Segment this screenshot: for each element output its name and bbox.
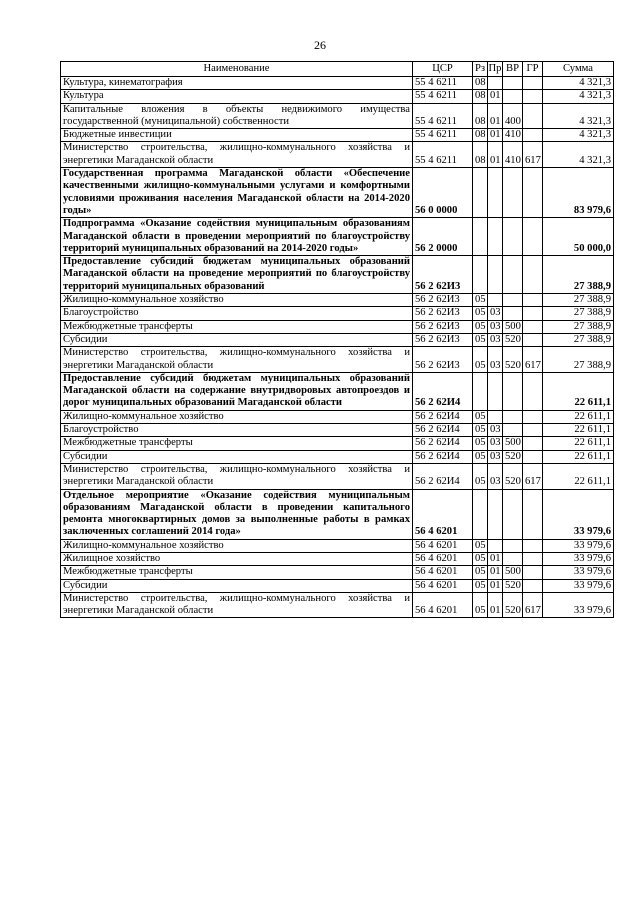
cell-sum: 33 979,6 [543, 566, 614, 579]
cell-pr: 03 [488, 437, 503, 450]
table-row [61, 90, 614, 103]
cell-vr [503, 90, 523, 103]
cell-csr: 56 2 62И4 [413, 424, 473, 437]
cell-pr: 03 [488, 307, 503, 320]
cell-pr: 01 [488, 579, 503, 592]
cell-csr: 55 4 6211 [413, 129, 473, 142]
table-row [61, 256, 614, 294]
cell-vr: 500 [503, 320, 523, 333]
cell-rz [473, 372, 488, 410]
cell-rz: 05 [473, 437, 488, 450]
cell-pr: 01 [488, 552, 503, 565]
cell-csr: 56 4 6201 [413, 489, 473, 539]
cell-gr: 617 [523, 463, 543, 489]
cell-rz: 05 [473, 333, 488, 346]
table-row [61, 539, 614, 552]
cell-gr [523, 424, 543, 437]
cell-vr: 520 [503, 333, 523, 346]
cell-rz: 05 [473, 410, 488, 423]
cell-gr [523, 437, 543, 450]
cell-rz [473, 218, 488, 256]
cell-pr [488, 256, 503, 294]
cell-csr: 56 2 62И3 [413, 320, 473, 333]
table-row [61, 450, 614, 463]
cell-rz: 08 [473, 103, 488, 129]
cell-rz: 05 [473, 320, 488, 333]
cell-name: Капитальные вложения в объекты недвижимого имущества государственной (муниципальной) собственности [61, 103, 413, 129]
cell-sum: 22 611,1 [543, 372, 614, 410]
cell-name: Благоустройство [61, 424, 413, 437]
cell-rz [473, 256, 488, 294]
cell-vr: 520 [503, 450, 523, 463]
cell-vr: 520 [503, 463, 523, 489]
cell-csr: 56 0 0000 [413, 168, 473, 218]
cell-gr [523, 77, 543, 90]
table-row [61, 579, 614, 592]
cell-vr: 400 [503, 103, 523, 129]
table-row [61, 347, 614, 373]
cell-gr: 617 [523, 347, 543, 373]
cell-csr: 56 2 62И3 [413, 294, 473, 307]
cell-sum: 22 611,1 [543, 410, 614, 423]
cell-csr: 56 4 6201 [413, 579, 473, 592]
budget-table [60, 61, 614, 618]
cell-csr: 56 2 62И4 [413, 463, 473, 489]
header-gr: ГР [523, 62, 543, 77]
header-sum: Сумма [543, 62, 614, 77]
cell-pr: 01 [488, 103, 503, 129]
cell-rz: 05 [473, 539, 488, 552]
cell-name: Министерство строительства, жилищно-коммунального хозяйства и энергетики Магаданской области [61, 347, 413, 373]
header-rz: Рз [473, 62, 488, 77]
cell-name: Министерство строительства, жилищно-коммунального хозяйства и энергетики Магаданской области [61, 592, 413, 618]
table-row [61, 333, 614, 346]
cell-name: Подпрограмма «Оказание содействия муниципальным образованиям Магаданской области в проведении мероприятий по благоустройству территорий муниципальных образований на 2014-2020 годы» [61, 218, 413, 256]
cell-name: Бюджетные инвестиции [61, 129, 413, 142]
cell-gr [523, 333, 543, 346]
cell-name: Благоустройство [61, 307, 413, 320]
cell-sum: 33 979,6 [543, 552, 614, 565]
cell-name: Предоставление субсидий бюджетам муниципальных образований Магаданской области на проведение мероприятий по благоустройству территорий муниципальных образований [61, 256, 413, 294]
cell-vr [503, 294, 523, 307]
cell-csr: 56 4 6201 [413, 552, 473, 565]
header-name: Наименование [61, 62, 413, 77]
cell-pr: 03 [488, 450, 503, 463]
cell-name: Субсидии [61, 333, 413, 346]
cell-csr: 56 2 62И4 [413, 437, 473, 450]
cell-vr: 500 [503, 437, 523, 450]
cell-vr: 520 [503, 592, 523, 618]
table-row [61, 372, 614, 410]
cell-csr: 55 4 6211 [413, 142, 473, 168]
cell-name: Министерство строительства, жилищно-коммунального хозяйства и энергетики Магаданской области [61, 463, 413, 489]
cell-name: Культура [61, 90, 413, 103]
cell-rz: 05 [473, 307, 488, 320]
cell-sum: 27 388,9 [543, 333, 614, 346]
cell-sum: 4 321,3 [543, 129, 614, 142]
cell-vr: 410 [503, 129, 523, 142]
table-row [61, 142, 614, 168]
cell-rz: 05 [473, 450, 488, 463]
cell-gr [523, 307, 543, 320]
cell-csr: 56 2 0000 [413, 218, 473, 256]
cell-name: Жилищно-коммунальное хозяйство [61, 294, 413, 307]
cell-pr [488, 410, 503, 423]
cell-pr: 01 [488, 129, 503, 142]
cell-gr: 617 [523, 142, 543, 168]
cell-gr [523, 294, 543, 307]
cell-vr [503, 218, 523, 256]
cell-vr: 520 [503, 579, 523, 592]
cell-sum: 33 979,6 [543, 592, 614, 618]
cell-csr: 56 2 62И3 [413, 307, 473, 320]
cell-csr: 56 2 62И4 [413, 450, 473, 463]
cell-name: Предоставление субсидий бюджетам муниципальных образований Магаданской области на содержание внутридворовых автопроездов и дорог муниципальных образований Магаданской области [61, 372, 413, 410]
cell-pr [488, 539, 503, 552]
cell-pr: 03 [488, 463, 503, 489]
cell-rz: 05 [473, 463, 488, 489]
header-pr: Пр [488, 62, 503, 77]
cell-gr [523, 168, 543, 218]
cell-gr [523, 579, 543, 592]
cell-pr: 03 [488, 333, 503, 346]
cell-csr: 56 2 62И4 [413, 372, 473, 410]
cell-vr: 500 [503, 566, 523, 579]
cell-csr: 56 4 6201 [413, 566, 473, 579]
cell-gr [523, 410, 543, 423]
cell-gr [523, 90, 543, 103]
cell-name: Культура, кинематография [61, 77, 413, 90]
cell-csr: 55 4 6211 [413, 103, 473, 129]
table-row [61, 320, 614, 333]
table-row [61, 77, 614, 90]
cell-pr: 01 [488, 142, 503, 168]
table-row [61, 424, 614, 437]
cell-name: Министерство строительства, жилищно-коммунального хозяйства и энергетики Магаданской области [61, 142, 413, 168]
cell-gr [523, 539, 543, 552]
cell-rz: 05 [473, 566, 488, 579]
cell-sum: 33 979,6 [543, 579, 614, 592]
cell-rz: 08 [473, 142, 488, 168]
cell-name: Отдельное мероприятие «Оказание содействия муниципальным образованиям Магаданской области в проведении капитального ремонта многоквартирных домов за выполненные работы в рамках заключенных соглашений 2014 года» [61, 489, 413, 539]
cell-vr [503, 489, 523, 539]
cell-pr [488, 77, 503, 90]
cell-rz: 05 [473, 592, 488, 618]
cell-csr: 55 4 6211 [413, 90, 473, 103]
cell-rz: 05 [473, 347, 488, 373]
table-row [61, 566, 614, 579]
cell-vr: 520 [503, 347, 523, 373]
table-row [61, 129, 614, 142]
cell-csr: 56 4 6201 [413, 592, 473, 618]
cell-pr [488, 218, 503, 256]
cell-gr [523, 450, 543, 463]
cell-csr: 56 2 62И4 [413, 410, 473, 423]
cell-gr [523, 103, 543, 129]
cell-vr [503, 372, 523, 410]
cell-pr [488, 294, 503, 307]
cell-sum: 27 388,9 [543, 294, 614, 307]
cell-vr: 410 [503, 142, 523, 168]
table-header-row [61, 62, 614, 77]
cell-name: Межбюджетные трансферты [61, 566, 413, 579]
table-row [61, 552, 614, 565]
table-row [61, 410, 614, 423]
cell-sum: 4 321,3 [543, 142, 614, 168]
cell-name: Межбюджетные трансферты [61, 437, 413, 450]
cell-name: Межбюджетные трансферты [61, 320, 413, 333]
cell-sum: 33 979,6 [543, 539, 614, 552]
cell-name: Жилищно-коммунальное хозяйство [61, 539, 413, 552]
table-row [61, 463, 614, 489]
cell-rz: 08 [473, 77, 488, 90]
cell-rz: 05 [473, 294, 488, 307]
page-number: 26 [314, 38, 326, 52]
cell-sum: 50 000,0 [543, 218, 614, 256]
cell-rz: 05 [473, 424, 488, 437]
cell-csr: 56 2 62И3 [413, 256, 473, 294]
cell-pr: 03 [488, 347, 503, 373]
cell-sum: 22 611,1 [543, 437, 614, 450]
header-vr: ВР [503, 62, 523, 77]
cell-csr: 56 2 62И3 [413, 347, 473, 373]
cell-vr [503, 410, 523, 423]
cell-pr [488, 168, 503, 218]
cell-vr [503, 424, 523, 437]
table-row [61, 294, 614, 307]
cell-pr: 01 [488, 90, 503, 103]
cell-rz: 05 [473, 552, 488, 565]
cell-csr: 56 4 6201 [413, 539, 473, 552]
cell-sum: 22 611,1 [543, 463, 614, 489]
cell-pr: 01 [488, 566, 503, 579]
cell-gr [523, 256, 543, 294]
table-body [61, 77, 614, 618]
cell-rz: 08 [473, 129, 488, 142]
cell-csr: 55 4 6211 [413, 77, 473, 90]
cell-name: Субсидии [61, 579, 413, 592]
cell-name: Государственная программа Магаданской области «Обеспечение качественными жилищно-коммунальными услугами и комфортными условиями проживания населения Магаданской области на 2014-2020 годы» [61, 168, 413, 218]
cell-gr [523, 320, 543, 333]
cell-gr [523, 129, 543, 142]
table-row [61, 218, 614, 256]
cell-vr [503, 256, 523, 294]
table-row [61, 168, 614, 218]
cell-rz [473, 489, 488, 539]
cell-vr [503, 168, 523, 218]
cell-pr: 01 [488, 592, 503, 618]
cell-vr [503, 307, 523, 320]
cell-pr [488, 372, 503, 410]
table-row [61, 307, 614, 320]
cell-rz: 08 [473, 90, 488, 103]
cell-sum: 4 321,3 [543, 90, 614, 103]
cell-sum: 22 611,1 [543, 450, 614, 463]
cell-gr [523, 372, 543, 410]
cell-vr [503, 77, 523, 90]
cell-sum: 27 388,9 [543, 347, 614, 373]
cell-rz [473, 168, 488, 218]
header-csr: ЦСР [413, 62, 473, 77]
cell-sum: 27 388,9 [543, 307, 614, 320]
cell-sum: 33 979,6 [543, 489, 614, 539]
cell-sum: 27 388,9 [543, 256, 614, 294]
cell-rz: 05 [473, 579, 488, 592]
cell-gr: 617 [523, 592, 543, 618]
cell-gr [523, 566, 543, 579]
table-row [61, 592, 614, 618]
table-row [61, 489, 614, 539]
cell-sum: 4 321,3 [543, 103, 614, 129]
cell-gr [523, 552, 543, 565]
cell-pr: 03 [488, 320, 503, 333]
cell-pr: 03 [488, 424, 503, 437]
cell-gr [523, 218, 543, 256]
cell-name: Жилищное хозяйство [61, 552, 413, 565]
cell-vr [503, 552, 523, 565]
table-row [61, 103, 614, 129]
cell-vr [503, 539, 523, 552]
table-row [61, 437, 614, 450]
cell-name: Субсидии [61, 450, 413, 463]
cell-sum: 22 611,1 [543, 424, 614, 437]
cell-sum: 83 979,6 [543, 168, 614, 218]
cell-sum: 4 321,3 [543, 77, 614, 90]
cell-csr: 56 2 62И3 [413, 333, 473, 346]
cell-name: Жилищно-коммунальное хозяйство [61, 410, 413, 423]
cell-sum: 27 388,9 [543, 320, 614, 333]
cell-gr [523, 489, 543, 539]
cell-pr [488, 489, 503, 539]
